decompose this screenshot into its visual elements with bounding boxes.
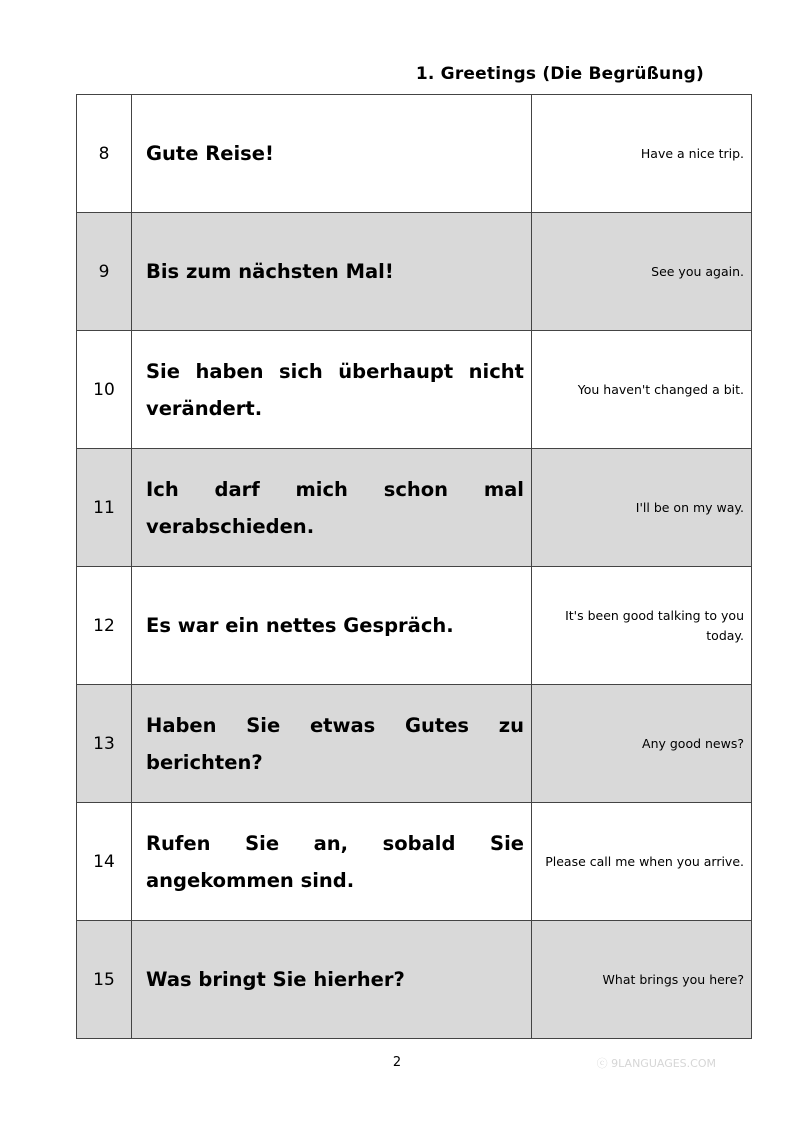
german-phrase: Sie haben sich überhaupt nicht verändert.: [132, 331, 532, 449]
english-translation: See you again.: [532, 213, 752, 331]
row-number: 11: [77, 449, 132, 567]
table-row: [77, 95, 752, 213]
row-number: 13: [77, 685, 132, 803]
table-row: [77, 213, 752, 331]
row-number: 15: [77, 921, 132, 1039]
german-phrase: Ich darf mich schon mal verabschieden.: [132, 449, 532, 567]
row-number: 10: [77, 331, 132, 449]
table-row: [77, 803, 752, 921]
german-phrase: Es war ein nettes Gespräch.: [132, 567, 532, 685]
row-number: 12: [77, 567, 132, 685]
watermark: ⓒ 9LANGUAGES.COM: [596, 1057, 716, 1070]
table-row: [77, 331, 752, 449]
page-title: 1. Greetings (Die Begrüßung): [415, 64, 704, 84]
german-phrase: Haben Sie etwas Gutes zu berichten?: [132, 685, 532, 803]
table-row: [77, 567, 752, 685]
row-number: 9: [77, 213, 132, 331]
page-number: 2: [392, 1055, 402, 1070]
english-translation: Have a nice trip.: [532, 95, 752, 213]
row-number: 14: [77, 803, 132, 921]
english-translation: What brings you here?: [532, 921, 752, 1039]
english-translation: It's been good talking to you today.: [532, 567, 752, 685]
english-translation: Any good news?: [532, 685, 752, 803]
table-row: [77, 921, 752, 1039]
german-phrase: Gute Reise!: [132, 95, 532, 213]
english-translation: Please call me when you arrive.: [532, 803, 752, 921]
table-row: [77, 449, 752, 567]
german-phrase: Rufen Sie an, sobald Sie angekommen sind.: [132, 803, 532, 921]
phrase-table: [76, 94, 752, 1039]
row-number: 8: [77, 95, 132, 213]
german-phrase: Was bringt Sie hierher?: [132, 921, 532, 1039]
table-row: [77, 685, 752, 803]
german-phrase: Bis zum nächsten Mal!: [132, 213, 532, 331]
english-translation: I'll be on my way.: [532, 449, 752, 567]
english-translation: You haven't changed a bit.: [532, 331, 752, 449]
